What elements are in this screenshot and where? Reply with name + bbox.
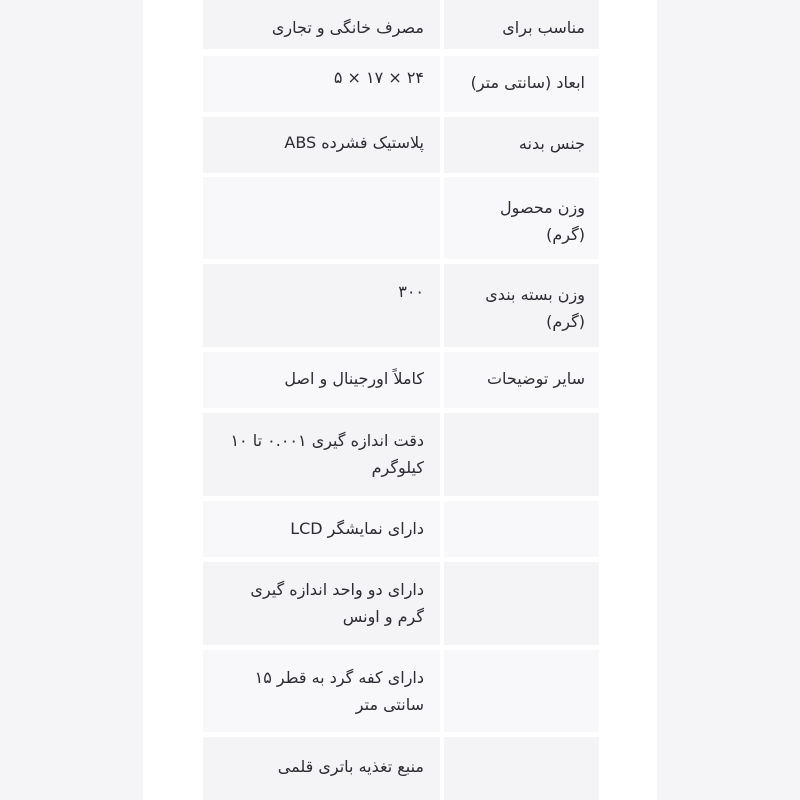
spec-row xyxy=(203,177,599,259)
spec-label xyxy=(444,562,599,645)
spec-value: پلاستیک فشرده ABS xyxy=(203,117,440,173)
spec-value: مصرف خانگی و تجاری xyxy=(203,0,440,49)
spec-value: دارای کفه گرد به قطر ۱۵ سانتی متر xyxy=(203,650,440,732)
spec-label: ابعاد (سانتی متر) xyxy=(444,56,599,112)
spec-row xyxy=(203,650,599,732)
spec-row xyxy=(203,413,599,496)
spec-label: وزن محصول (گرم) xyxy=(444,177,599,259)
spec-value: دارای نمایشگر LCD xyxy=(203,501,440,557)
spec-label xyxy=(444,501,599,557)
spec-label xyxy=(444,650,599,732)
spec-row xyxy=(203,264,599,347)
spec-label xyxy=(444,413,599,496)
spec-row xyxy=(203,0,599,49)
spec-value: ۲۴ × ۱۷ × ۵ xyxy=(203,56,440,112)
spec-label: جنس بدنه xyxy=(444,117,599,173)
spec-row xyxy=(203,56,599,112)
spec-value: کاملاً اورجینال و اصل xyxy=(203,352,440,408)
spec-value: دارای دو واحد اندازه گیری گرم و اونس xyxy=(203,562,440,645)
spec-value: دقت اندازه گیری ۰.۰۰۱ تا ۱۰ کیلوگرم xyxy=(203,413,440,496)
spec-value xyxy=(203,177,440,259)
spec-label: سایر توضیحات xyxy=(444,352,599,408)
spec-row xyxy=(203,562,599,645)
spec-row xyxy=(203,352,599,408)
spec-label: وزن بسته بندی (گرم) xyxy=(444,264,599,347)
spec-label xyxy=(444,737,599,800)
spec-row xyxy=(203,737,599,800)
spec-row xyxy=(203,501,599,557)
spec-label: مناسب برای xyxy=(444,0,599,49)
product-spec-page xyxy=(143,0,657,800)
spec-row xyxy=(203,117,599,173)
spec-value: ۳۰۰ xyxy=(203,264,440,347)
spec-value: منبع تغذیه باتری قلمی xyxy=(203,737,440,800)
